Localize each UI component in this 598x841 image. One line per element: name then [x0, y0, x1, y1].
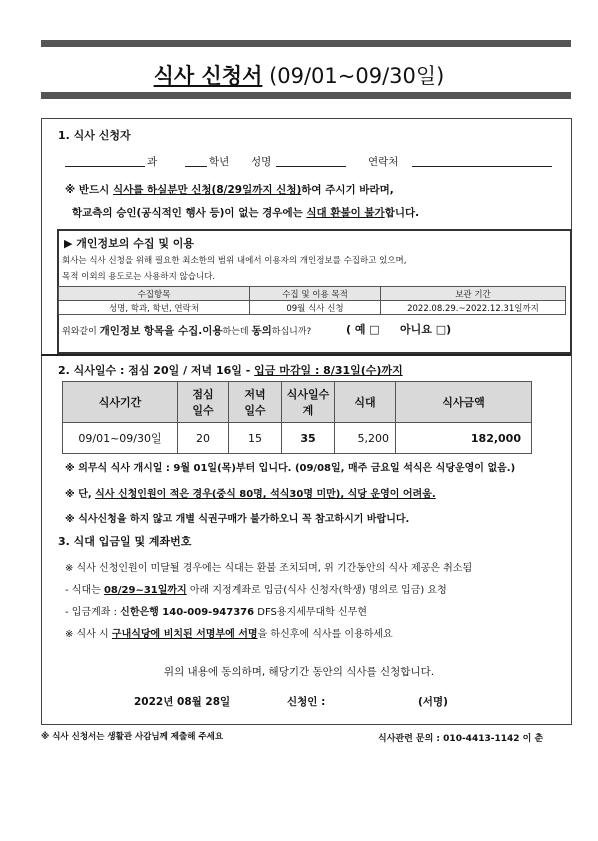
title-period: (09/01~09/30일) [269, 64, 445, 88]
dept-label: 과 [147, 156, 158, 168]
applicant-label: 신청인 : [287, 696, 326, 708]
privacy-col-purpose: 수집 및 이용 목적 [250, 287, 381, 301]
grade-label: 학년 [209, 156, 230, 168]
meal-cell-period: 09/01~09/30일 [63, 423, 178, 454]
name-label: 성명 [251, 156, 272, 168]
footer-contact: 식사관련 문의 : 010-4413-1142 이 춘 [378, 734, 544, 744]
privacy-col-items: 수집항목 [59, 287, 250, 301]
contact-label: 연락처 [368, 156, 399, 168]
s2-note1: ※ 의무식 식사 개시일 : 9월 01일(목)부터 입니다. (09/08일, 매주 금요일 석식은 식당운영이 없음.) [65, 463, 516, 474]
privacy-cell-purpose: 09월 식사 신청 [250, 301, 381, 315]
privacy-cell-items: 성명, 학과, 학년, 연락처 [59, 301, 250, 315]
meal-cell-amount: 182,000 [396, 423, 532, 454]
privacy-desc1: 회사는 식사 신청을 위해 필요한 최소한의 범위 내에서 이용자의 개인정보를 수집하고 있으며, [62, 256, 407, 266]
s3-line2: - 식대는 08/29~31일까지 아래 지정계좌로 입금(식사 신청자(학생) 명의로 입금) 요청 [65, 585, 447, 596]
meal-col-amount: 식사금액 [396, 382, 532, 423]
privacy-col-retention: 보관 기간 [381, 287, 566, 301]
meal-cell-price: 5,200 [335, 423, 396, 454]
meal-cell-lunch: 20 [178, 423, 229, 454]
consent-question: 위와같이 개인정보 항목을 수집.이용하는데 동의하십니까? [62, 325, 312, 337]
privacy-table [58, 286, 566, 315]
application-date: 2022년 08월 28일 [134, 696, 231, 708]
section-divider [41, 354, 571, 356]
top-rule [41, 40, 571, 47]
s1-note1: ※ 반드시 식사를 하실분만 신청(8/29일까지 신청)하여 주시기 바라며, [65, 184, 394, 196]
consent-no-checkbox[interactable]: 아니요 □) [400, 323, 452, 336]
signature-label: (서명) [418, 696, 448, 708]
s3-line3: - 입금계좌 : 신한은행 140-009-947376 DFS용지세무대학 신무현 [65, 607, 367, 618]
meal-cell-total: 35 [282, 423, 335, 454]
meal-col-dinner: 저녁 일수 [229, 382, 282, 423]
section3-heading: 3. 식대 입금일 및 계좌번호 [58, 535, 192, 548]
s2-note3: ※ 식사신청을 하지 않고 개별 식권구매가 불가하오니 꼭 참고하시기 바랍니다. [65, 514, 410, 525]
section1-heading: 1. 식사 신청자 [58, 129, 131, 142]
footer-submit-note: ※ 식사 신청서는 생활관 사감님께 제출해 주세요 [41, 732, 224, 742]
agreement-text: 위의 내용에 동의하며, 해당기간 동안의 식사를 신청합니다. [163, 666, 435, 678]
s1-note2: 학교측의 승인(공식적인 행사 등)이 없는 경우에는 식대 환불이 불가합니다. [72, 207, 420, 219]
section2-heading: 2. 식사일수 : 점심 20일 / 저녁 16일 - 입금 마감일 : 8/31일(수)까지 [58, 364, 403, 377]
consent-yes-checkbox[interactable]: ( 예 □ [346, 323, 380, 336]
meal-col-lunch: 점심 일수 [178, 382, 229, 423]
meal-col-total: 식사일수 계 [282, 382, 335, 423]
s3-line4: ※ 식사 시 구내식당에 비치된 서명부에 서명을 하신후에 식사를 이용하세요 [65, 629, 393, 640]
privacy-heading: ▶ 개인정보의 수집 및 이용 [64, 237, 195, 250]
s2-note2: ※ 단, 식사 신청인원이 적은 경우(중식 80명, 석식30명 미만), 식당 운영이 어려움. [65, 489, 436, 500]
privacy-cell-retention: 2022.08.29.~2022.12.31일까지 [381, 301, 566, 315]
grade-field[interactable] [185, 166, 207, 167]
bottom-rule [41, 92, 571, 99]
title-main: 식사 신청서 [153, 64, 263, 88]
dept-field[interactable] [65, 166, 145, 167]
s3-line1: ※ 식사 신청인원이 미달될 경우에는 식대는 환불 조치되며, 위 기간동안의 식사 제공은 취소됨 [65, 563, 473, 574]
meal-col-price: 식대 [335, 382, 396, 423]
page-title [0, 60, 598, 90]
contact-field[interactable] [412, 166, 552, 167]
name-field[interactable] [276, 166, 346, 167]
meal-table [62, 381, 532, 454]
meal-cell-dinner: 15 [229, 423, 282, 454]
privacy-desc2: 목적 이외의 용도로는 사용하지 않습니다. [62, 272, 216, 282]
meal-col-period: 식사기간 [63, 382, 178, 423]
